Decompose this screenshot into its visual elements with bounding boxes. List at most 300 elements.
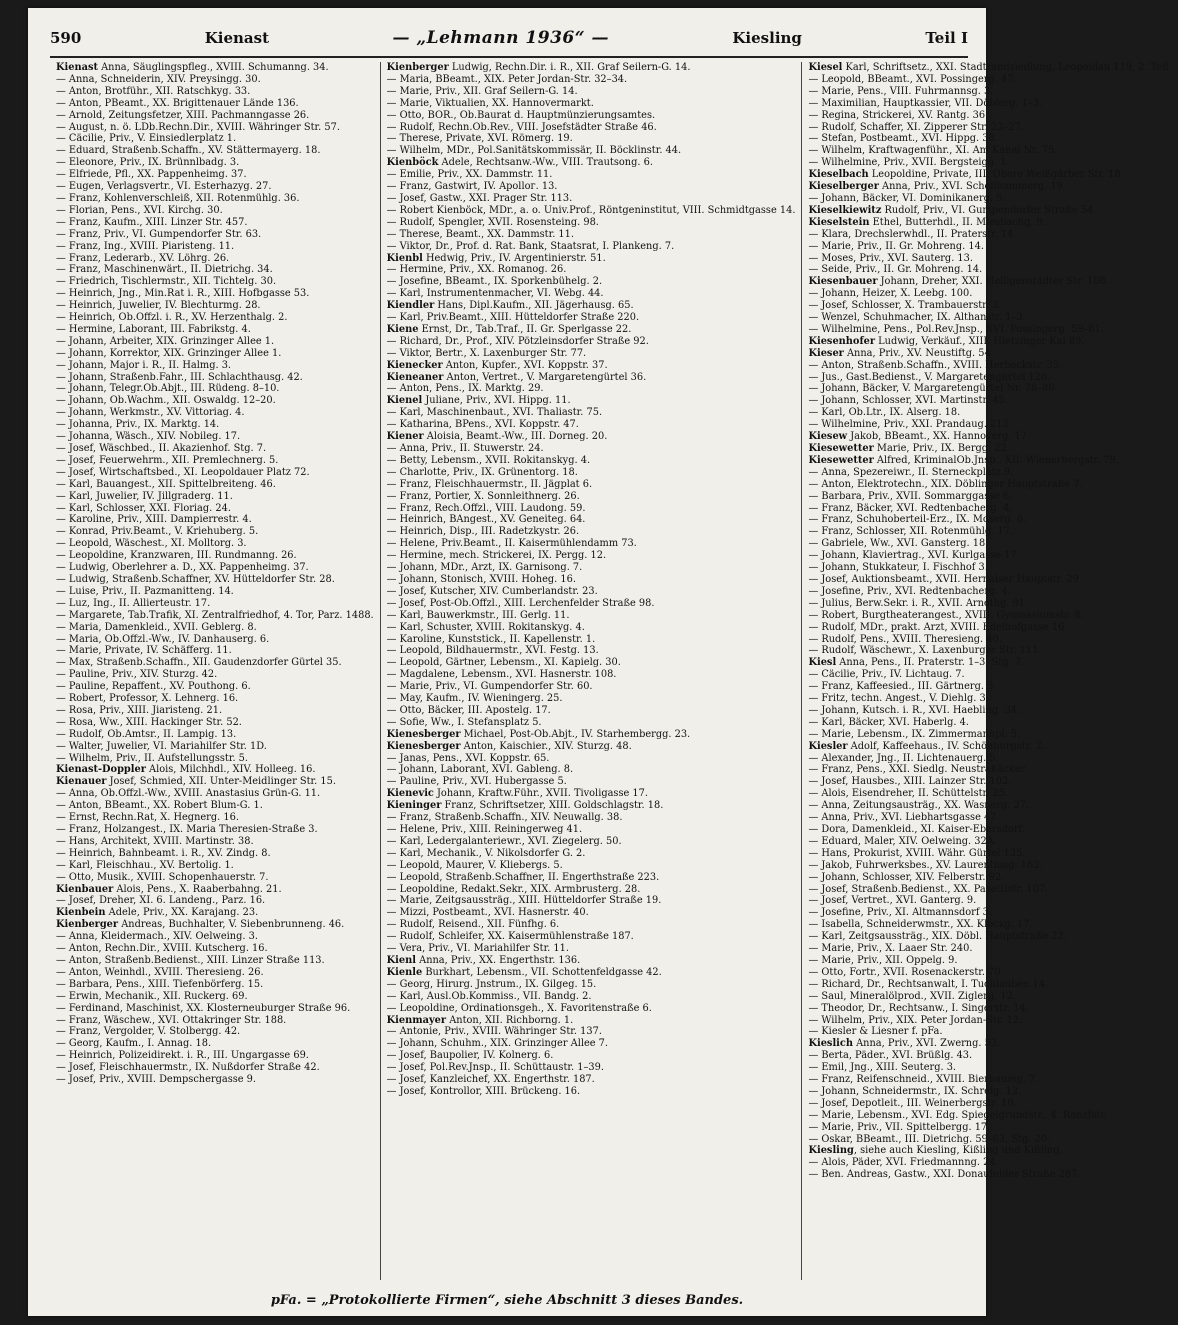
- directory-entry: [56, 645, 374, 657]
- entry-text: — Wilhelmine, Priv., XXI. Prandaug. 213.: [808, 419, 1012, 431]
- directory-entry: [387, 526, 796, 538]
- directory-entry: [808, 1110, 1171, 1122]
- entry-text: — Betty, Lebensm., XVII. Rokitanskyg. 4.: [386, 454, 591, 466]
- surname-heading: Kieninger: [386, 800, 442, 812]
- directory-entry: [56, 931, 374, 943]
- entry-text: — Josef, Hausbes., XIII. Lainzer Str. 102.: [808, 776, 1012, 788]
- directory-entry: [56, 431, 374, 443]
- entry-text: Alois, Pens., X. Raaberbahng. 21.: [113, 883, 282, 895]
- entry-text: — Josef, Dreher, XI. 6. Landeng., Parz. 16.: [56, 895, 266, 907]
- surname-heading: Kiesewetter: [808, 454, 874, 466]
- entry-text: — Eduard, Straßenb.Schaffn., XV. Stättermayerg. 18.: [56, 145, 321, 157]
- directory-entry: [808, 1122, 1171, 1134]
- entry-text: , siehe auch Kiesling, Kißling und Kißling.: [853, 1145, 1063, 1157]
- entry-text: — Karl, Maschinenbaut., XVI. Thaliastr. 75.: [386, 407, 603, 419]
- surname-heading: Kiene: [386, 323, 419, 335]
- directory-entry: [808, 848, 1171, 860]
- directory-entry: [387, 657, 796, 669]
- entry-text: — Pauline, Repaffent., XV. Pouthong. 6.: [56, 681, 251, 693]
- directory-entry: [808, 634, 1171, 646]
- directory-entry: [56, 657, 374, 669]
- directory-entry: [56, 300, 374, 312]
- entry-text: — Fritz, techn. Angest., V. Diehlg. 3.: [808, 693, 989, 705]
- directory-entry: [387, 991, 796, 1003]
- entry-text: Anton, Kupfer., XVI. Koppstr. 37.: [442, 359, 608, 371]
- directory-entry: [808, 860, 1171, 872]
- entry-text: — Wilhelm, Kraftwagenführ., XI. Am Kanal Nr. 75.: [808, 145, 1058, 157]
- entry-text: — Jus., Gast.Bedienst., V. Margaretengürtel 126.: [808, 371, 1051, 383]
- entry-text: — Anna, Schneiderin, XIV. Preysingg. 30.: [56, 73, 261, 85]
- directory-entry: [808, 943, 1171, 955]
- entry-text: — Marie, Lebensm., XVI. Edg. Spiegelgrundstr., 4. Ranzfstr.: [808, 1109, 1108, 1121]
- running-head-right: Kiesling: [732, 29, 802, 47]
- entry-text: — Johann, Kutsch. i. R., XVI. Haebling. 34.: [808, 704, 1020, 716]
- entry-text: — Hans, Prokurist, XVIII. Währ. Gürtel 135.: [808, 847, 1026, 859]
- directory-entry: [808, 86, 1171, 98]
- directory-entry: [808, 62, 1171, 74]
- entry-text: — Mizzi, Postbeamt., XVI. Hasnerstr. 40.: [386, 907, 589, 919]
- directory-entry: [56, 800, 374, 812]
- entry-text: — Georg, Hirurg. Jnstrum., IX. Gilgeg. 15.: [386, 978, 597, 990]
- directory-entry: [808, 431, 1171, 443]
- entry-text: — Johann, Arbeiter, XIX. Grinzinger Allee 1.: [56, 335, 275, 347]
- directory-entry: [387, 169, 796, 181]
- directory-entry: [387, 705, 796, 717]
- entry-text: — Isabella, Schneiderwmstr., XX. Klockg. 17.: [808, 919, 1033, 931]
- directory-entry: [56, 419, 374, 431]
- directory-entry: [56, 205, 374, 217]
- directory-entry: [56, 824, 374, 836]
- directory-entry: [56, 586, 374, 598]
- entry-text: — Rudolf, Spengler, XVII. Rosensteing. 98.: [386, 216, 599, 228]
- directory-entry: [56, 574, 374, 586]
- surname-heading: Kienevic: [386, 788, 434, 800]
- entry-text: Aloisia, Beamt.-Ww., III. Dorneg. 20.: [423, 431, 608, 443]
- directory-entry: [387, 133, 796, 145]
- columns: [50, 62, 1172, 1280]
- directory-entry: [56, 443, 374, 455]
- directory-entry: [808, 610, 1171, 622]
- directory-entry: [56, 860, 374, 872]
- surname-heading: Kiesling: [808, 1145, 854, 1157]
- directory-entry: [56, 895, 374, 907]
- entry-text: — Janas, Pens., XVI. Koppstr. 65.: [386, 752, 550, 764]
- entry-text: Anton, XII. Richborng. 1.: [446, 1014, 574, 1026]
- directory-entry: [56, 229, 374, 241]
- entry-text: Ludwig, Verkäuf., XIII. Hietzinger Kai 89.: [875, 335, 1085, 347]
- surname-heading: Kiesenbauer: [808, 276, 878, 288]
- entry-text: — Heinrich, Juwelier, IV. Blechturmg. 28.: [56, 300, 261, 312]
- directory-entry: [808, 1098, 1171, 1110]
- entry-text: — Hans, Architekt, XVIII. Martinstr. 38.: [56, 835, 254, 847]
- directory-entry: [808, 276, 1171, 288]
- entry-text: Anna, Priv., XVI. Zwerng. 53.: [852, 1038, 1001, 1050]
- entry-text: Alfred, KriminalOb.Jnsp., XII. Wienerbergstr. 79.: [873, 454, 1119, 466]
- entry-text: — Karl, Ledergalanteriewr., XVI. Ziegelerg. 50.: [386, 835, 622, 847]
- surname-heading: Kienel: [386, 395, 423, 407]
- entry-text: Johann, Dreher, XXI. Heiligenstädter Str. 108.: [877, 276, 1109, 288]
- entry-text: — Magdalene, Lebensm., XVI. Hasnerstr. 108.: [386, 669, 617, 681]
- directory-entry: [808, 538, 1171, 550]
- directory-entry: [387, 598, 796, 610]
- entry-text: — Cäcilie, Priv., V. Einsiedlerplatz 1.: [56, 133, 237, 145]
- directory-entry: [387, 610, 796, 622]
- entry-text: — May, Kaufm., IV. Wieningerg. 25.: [386, 693, 563, 705]
- entry-text: — Walter, Juwelier, VI. Mariahilfer Str. 1D.: [56, 740, 267, 752]
- entry-text: — Franz, Straßenb.Schaffn., XIV. Neuwallg. 38.: [386, 812, 623, 824]
- directory-entry: [387, 264, 796, 276]
- directory-entry: [56, 634, 374, 646]
- entry-text: Andreas, Buchhalter, V. Siebenbrunneng. 46.: [118, 919, 345, 931]
- directory-entry: [56, 1026, 374, 1038]
- directory-entry: [808, 288, 1171, 300]
- surname-heading: Kienberger: [386, 62, 449, 73]
- entry-text: — Friedrich, Tischlermstr., XII. Tichtelg. 30.: [56, 276, 277, 288]
- directory-entry: [56, 372, 374, 384]
- directory-entry: [808, 919, 1171, 931]
- directory-entry: [808, 657, 1171, 669]
- entry-text: — Julius, Berw.Sekr. i. R., XVII. Arnethg. 91.: [808, 597, 1029, 609]
- directory-entry: [387, 967, 796, 979]
- directory-entry: [387, 538, 796, 550]
- directory-entry: [387, 276, 796, 288]
- entry-text: — Johann, Bäcker, V. Margaretengürtel Nr. 76–80.: [808, 383, 1058, 395]
- directory-entry: [56, 288, 374, 300]
- entry-text: — Hermine, Priv., XX. Romanog. 26.: [386, 264, 567, 276]
- entry-text: Hans, Dipl.Kaufm., XII. Jägerhausg. 65.: [434, 300, 634, 312]
- entry-text: — Anton, Weinhdl., XVIII. Theresieng. 26.: [56, 966, 264, 978]
- directory-entry: [387, 919, 796, 931]
- entry-text: — Anna, Priv., XVI. Liebhartsgasse 47.: [808, 812, 1000, 824]
- entry-text: — Richard, Dr., Rechtsanwalt, I. Tuchlauben 14.: [808, 978, 1049, 990]
- surname-heading: Kienl: [386, 954, 416, 966]
- entry-text: — Leopold, Bildhauermstr., XVI. Festg. 13.: [386, 645, 599, 657]
- directory-entry: [808, 1134, 1171, 1146]
- entry-text: — Franz, Pens., XXI. Siedlg. Neustraßäcker.: [808, 764, 1028, 776]
- directory-entry: [387, 110, 796, 122]
- entry-text: — Josef, Wirtschaftsbed., XI. Leopoldauer Platz 72.: [56, 466, 310, 478]
- entry-text: — Otto, BOR., Ob.Baurat d. Hauptmünzierungsamtes.: [386, 109, 656, 121]
- surname-heading: Kieselstein: [808, 216, 870, 228]
- entry-text: — Saul, Mineralölprod., XVII. Ziglerg. 12.: [808, 990, 1016, 1002]
- directory-entry: [56, 1050, 374, 1062]
- entry-text: — Arnold, Zeitungsfetzer, XIII. Pachmanngasse 26.: [56, 109, 310, 121]
- entry-text: — Viktor, Bertr., X. Laxenburger Str. 77.: [386, 347, 587, 359]
- entry-text: — Robert, Burgtheaterangest., XVIII. Gymnasiumstr. 8.: [808, 609, 1084, 621]
- entry-text: — Robert, Professor, X. Lehnerg. 16.: [56, 693, 239, 705]
- directory-entry: [808, 979, 1171, 991]
- surname-heading: Kienmayer: [386, 1014, 447, 1026]
- directory-entry: [387, 300, 796, 312]
- directory-entry: [808, 598, 1171, 610]
- entry-text: — Franz, Reifenschneid., XVIII. Bierbaumg. 7.: [808, 1074, 1039, 1086]
- entry-text: — Maria, Ob.Offzl.-Ww., IV. Danhauserg. 6.: [56, 633, 270, 645]
- surname-heading: Kieselkiewitz: [808, 204, 882, 216]
- entry-text: — Viktor, Dr., Prof. d. Rat. Bank, Staatsrat, I. Plankeng. 7.: [386, 240, 675, 252]
- directory-entry: [808, 217, 1171, 229]
- entry-text: — Georg, Kaufm., I. Annag. 18.: [56, 1038, 212, 1050]
- directory-entry: [387, 884, 796, 896]
- directory-entry: [387, 419, 796, 431]
- entry-text: — Ferdinand, Maschinist, XX. Klosterneuburger Straße 96.: [56, 1002, 351, 1014]
- directory-entry: [808, 967, 1171, 979]
- directory-entry: [387, 312, 796, 324]
- directory-entry: [808, 479, 1171, 491]
- entry-text: — Alexander, Jng., II. Lichtenauerg. 5.: [808, 752, 999, 764]
- directory-entry: [56, 753, 374, 765]
- entry-text: — Franz, Priv., VI. Gumpendorfer Str. 63.: [56, 228, 262, 240]
- directory-entry: [808, 348, 1171, 360]
- directory-page: [28, 8, 1172, 1316]
- entry-text: Anna, Priv., XX. Engerthstr. 136.: [416, 954, 581, 966]
- page-header: [50, 28, 968, 54]
- entry-text: — Berta, Päder., XVI. Brüßlg. 43.: [808, 1050, 973, 1062]
- entry-text: — Rosa, Priv., XIII. Jiaristeng. 21.: [56, 704, 223, 716]
- entry-text: — Rudolf, Rechn.Ob.Rev., VIII. Josefstädter Straße 46.: [386, 121, 657, 133]
- surname-heading: Kiesewetter: [808, 443, 874, 454]
- column-1: [50, 62, 381, 1280]
- entry-text: — Wenzel, Schuhmacher, IX. Althanstr. 1–3.: [808, 312, 1026, 324]
- directory-entry: [56, 157, 374, 169]
- entry-text: — Karl, Zeitgsaussträg., XIX. Döbl. Hauptstraße 22.: [808, 931, 1067, 943]
- directory-entry: [387, 157, 796, 169]
- entry-text: — Franz, Portier, X. Sonnleithnerg. 26.: [386, 490, 580, 502]
- entry-text: Jakob, BBeamt., XX. Hannoverg. 17.: [847, 431, 1031, 443]
- entry-text: Anna, Säuglingspfleg., XVIII. Schumanng. 34.: [97, 62, 329, 73]
- surname-heading: Kienast-Doppler: [56, 764, 146, 776]
- directory-entry: [387, 717, 796, 729]
- directory-entry: [56, 110, 374, 122]
- directory-entry: [56, 324, 374, 336]
- directory-entry: [387, 622, 796, 634]
- directory-entry: [387, 431, 796, 443]
- directory-entry: [808, 74, 1171, 86]
- entry-text: — Konrad, Priv.Beamt., V. Kriehuberg. 5.: [56, 526, 259, 538]
- directory-entry: [808, 550, 1171, 562]
- directory-entry: [808, 800, 1171, 812]
- directory-entry: [387, 407, 796, 419]
- entry-text: — Karl, Ausl.Ob.Kommiss., VII. Bandg. 2.: [386, 990, 592, 1002]
- entry-text: — Heinrich, Bahnbeamt. i. R., XV. Zindg. 8.: [56, 847, 271, 859]
- directory-entry: [56, 979, 374, 991]
- directory-entry: [56, 1062, 374, 1074]
- directory-entry: [387, 550, 796, 562]
- entry-text: — Leopold, Straßenb.Schaffner, II. Engerthstraße 223.: [386, 871, 660, 883]
- directory-entry: [808, 157, 1171, 169]
- entry-text: — Max, Straßenb.Schaffn., XII. Gaudenzdorfer Gürtel 35.: [56, 657, 342, 669]
- entry-text: — Pauline, Priv., XIV. Sturzg. 42.: [56, 669, 218, 681]
- entry-text: — Maximilian, Hauptkassier, VII. Döblerg. 1–3.: [808, 97, 1043, 109]
- directory-entry: [387, 395, 796, 407]
- directory-entry: [808, 491, 1171, 503]
- entry-text: — Karoline, Priv., XIII. Dampierrestr. 4.: [56, 514, 252, 526]
- directory-entry: [387, 372, 796, 384]
- directory-entry: [808, 241, 1171, 253]
- directory-entry: [808, 526, 1171, 538]
- entry-text: — Marie, Lebensm., IX. Zimmermannpl. 5.: [808, 728, 1021, 740]
- directory-entry: [808, 622, 1171, 634]
- directory-entry: [387, 693, 796, 705]
- entry-text: — Regina, Strickerei, XV. Rantg. 36.: [808, 109, 989, 121]
- entry-text: — Ernst, Rechn.Rat, X. Hegnerg. 16.: [56, 812, 239, 824]
- directory-entry: [387, 741, 796, 753]
- entry-text: — Karl, Ob.Ltr., IX. Alserg. 18.: [808, 407, 961, 419]
- surname-heading: Kiesew: [808, 431, 848, 443]
- directory-entry: [808, 574, 1171, 586]
- directory-entry: [56, 681, 374, 693]
- entry-text: — August, n. ö. LDb.Rechn.Dir., XVIII. Währinger Str. 57.: [56, 121, 340, 133]
- entry-text: — Marie, Priv., XII. Graf Seilern-G. 14.: [386, 85, 578, 97]
- entry-text: — Heinrich, Disp., III. Radetzkystr. 26.: [386, 526, 580, 538]
- entry-text: — Johann, Telegr.Ob.Abjt., III. Rüdeng. 8–10.: [56, 383, 280, 395]
- entry-text: — Richard, Dr., Prof., XIV. Pötzleinsdorfer Straße 92.: [386, 335, 649, 347]
- entry-text: Anna, Pens., II. Praterstr. 1–3, Stg. 7.: [836, 657, 1025, 669]
- entry-text: Leopoldine, Private, III. Obere Weißgärber Str. 18.: [868, 169, 1124, 181]
- entry-text: — Franz, Kaufm., XIII. Linzer Str. 457.: [56, 216, 248, 228]
- entry-text: — Johann, Heizer, X. Leebg. 100.: [808, 288, 973, 300]
- directory-entry: [387, 931, 796, 943]
- directory-entry: [808, 693, 1171, 705]
- entry-text: — Karl, Juwelier, IV. Jillgraderg. 11.: [56, 490, 233, 502]
- running-head-left: Kienast: [204, 29, 270, 47]
- directory-entry: [387, 491, 796, 503]
- surname-heading: Kienbauer: [56, 883, 114, 895]
- directory-entry: [56, 776, 374, 788]
- directory-entry: [56, 74, 374, 86]
- entry-text: — Helene, Priv.Beamt., II. Kaisermühlendamm 73.: [386, 538, 637, 550]
- directory-entry: [387, 907, 796, 919]
- entry-text: — Franz, Holzangest., IX. Maria Theresien-Straße 3.: [56, 824, 318, 835]
- entry-text: — Leopoldine, Redakt.Sekr., XIX. Armbrusterg. 28.: [386, 883, 641, 895]
- entry-text: — Robert Kienböck, MDr., a. o. Univ.Prof., Röntgeninstitut, VIII. Schmidtgasse 14.: [386, 204, 796, 216]
- part-label: Teil I: [925, 29, 968, 47]
- entry-text: — Rudolf, Schleifer, XX. Kaisermühlenstraße 187.: [386, 931, 634, 943]
- directory-entry: [808, 133, 1171, 145]
- entry-text: — Heinrich, BAngest., XV. Geneiteg. 64.: [386, 514, 586, 526]
- surname-heading: Kiesel: [808, 62, 843, 73]
- directory-entry: [56, 395, 374, 407]
- entry-text: — Wilhelm, MDr., Pol.Sanitätskommissär, II. Böcklinstr. 44.: [386, 145, 682, 157]
- directory-entry: [808, 753, 1171, 765]
- directory-entry: [808, 1062, 1171, 1074]
- entry-text: — Ben. Andreas, Gastw., XXI. Donaufelder Straße 267.: [808, 1169, 1081, 1181]
- directory-entry: [808, 169, 1171, 181]
- directory-entry: [56, 1015, 374, 1027]
- directory-entry: [808, 312, 1171, 324]
- surname-heading: Kiendler: [386, 300, 435, 312]
- entry-text: — Johann, Stonisch, XVIII. Hoheg. 16.: [386, 573, 576, 585]
- directory-entry: [56, 503, 374, 515]
- directory-entry: [56, 383, 374, 395]
- directory-entry: [56, 407, 374, 419]
- entry-text: — Johann, Korrektor, XIX. Grinzinger Allee 1.: [56, 347, 282, 359]
- surname-heading: Kiesler: [808, 740, 848, 752]
- entry-text: — Leopold, Maurer, V. Kliebergs. 5.: [386, 859, 563, 871]
- directory-entry: [808, 205, 1171, 217]
- entry-text: — Josef, Post-Ob.Offzl., XIII. Lerchenfelder Straße 98.: [386, 597, 655, 609]
- directory-entry: [56, 122, 374, 134]
- directory-entry: [56, 491, 374, 503]
- entry-text: — Antonie, Priv., XVIII. Währinger Str. 137.: [386, 1026, 602, 1038]
- entry-text: — Alois, Päder, XVI. Friedmannng. 24.: [808, 1157, 999, 1169]
- entry-text: — Wilhelmine, Priv., XVII. Bergsteigg. 1.: [808, 157, 1010, 169]
- entry-text: — Anna, Kleidermach., XIV. Oelweing. 3.: [56, 931, 258, 943]
- directory-entry: [56, 884, 374, 896]
- directory-entry: [387, 1026, 796, 1038]
- entry-text: — Oskar, BBeamt., III. Dietrichg. 59–63, Stg. 20.: [808, 1133, 1051, 1145]
- entry-text: — Anton, Elektrotechn., XIX. Döblinger Hauptstraße 7.: [808, 478, 1083, 490]
- directory-entry: [387, 348, 796, 360]
- directory-entry: [808, 645, 1171, 657]
- directory-entry: [56, 955, 374, 967]
- directory-entry: [808, 764, 1171, 776]
- directory-entry: [808, 229, 1171, 241]
- entry-text: — Franz, Maschinenwärt., II. Dietrichg. 34.: [56, 264, 273, 276]
- directory-entry: [56, 276, 374, 288]
- directory-entry: [56, 348, 374, 360]
- entry-text: — Rosa, Ww., XIII. Hackinger Str. 52.: [56, 716, 242, 728]
- surname-heading: Kienbein: [56, 907, 106, 919]
- entry-text: Hedwig, Priv., IV. Argentinierstr. 51.: [422, 252, 606, 264]
- entry-text: Johann, Kraftw.Führ., XVII. Tivoligasse 17.: [433, 788, 648, 800]
- directory-entry: [808, 1169, 1171, 1181]
- directory-entry: [56, 538, 374, 550]
- directory-entry: [387, 324, 796, 336]
- directory-entry: [387, 514, 796, 526]
- entry-text: — Helene, Priv., XIII. Reiningerweg 41.: [386, 824, 583, 835]
- entry-text: Ethel, Butterhdl., II. Miesbachg. 9.: [869, 216, 1046, 228]
- directory-entry: [808, 324, 1171, 336]
- directory-entry: [808, 1086, 1171, 1098]
- directory-entry: [387, 1050, 796, 1062]
- entry-text: — Sofie, Ww., I. Stefansplatz 5.: [386, 716, 542, 728]
- directory-entry: [56, 848, 374, 860]
- directory-entry: [808, 824, 1171, 836]
- directory-entry: [808, 455, 1171, 467]
- entry-text: — Josef, Wäschbed., II. Akazienhof. Stg. 7.: [56, 443, 267, 454]
- entry-text: — Johanna, Priv., IX. Marktg. 14.: [56, 419, 220, 431]
- entry-text: — Luz, Ing., II. Allierteustr. 17.: [56, 597, 211, 609]
- directory-entry: [387, 1003, 796, 1015]
- directory-entry: [387, 86, 796, 98]
- directory-entry: [387, 753, 796, 765]
- directory-entry: [808, 300, 1171, 312]
- entry-text: — Karl, Priv.Beamt., XIII. Hütteldorfer Straße 220.: [386, 312, 640, 324]
- entry-text: — Dora, Damenkleid., XI. Kaiser-Ebersdorf.: [808, 824, 1025, 835]
- entry-text: — Heinrich, Polizeidirekt. i. R., III. Ungargasse 69.: [56, 1050, 309, 1062]
- entry-text: — Katharina, BPens., XVI. Koppstr. 47.: [386, 419, 579, 431]
- entry-text: — Franz, Ing., XVIII. Piaristeng. 11.: [56, 240, 235, 252]
- surname-heading: Kieser: [808, 347, 844, 359]
- directory-entry: [387, 562, 796, 574]
- directory-entry: [387, 812, 796, 824]
- directory-entry: [56, 526, 374, 538]
- directory-entry: [808, 991, 1171, 1003]
- directory-entry: [56, 145, 374, 157]
- surname-heading: Kienesberger: [386, 728, 461, 740]
- directory-entry: [387, 848, 796, 860]
- directory-entry: [387, 122, 796, 134]
- entry-text: Anton, Vertret., V. Margaretengürtel 36.: [443, 371, 647, 383]
- directory-entry: [808, 872, 1171, 884]
- directory-entry: [387, 1086, 796, 1098]
- entry-text: — Johann, Klaviertrag., XVI. Kurlgasse 17.: [808, 550, 1020, 562]
- entry-text: — Marie, Priv., VII. Spittelbergg. 17.: [808, 1121, 991, 1133]
- entry-text: — Margarete, Tab.Trafik, XI. Zentralfriedhof, 4. Tor, Parz. 1488.: [56, 609, 374, 621]
- directory-entry: [808, 931, 1171, 943]
- entry-text: — Franz, Wäschew., XVI. Ottakringer Str. 188.: [56, 1014, 287, 1026]
- directory-entry: [808, 562, 1171, 574]
